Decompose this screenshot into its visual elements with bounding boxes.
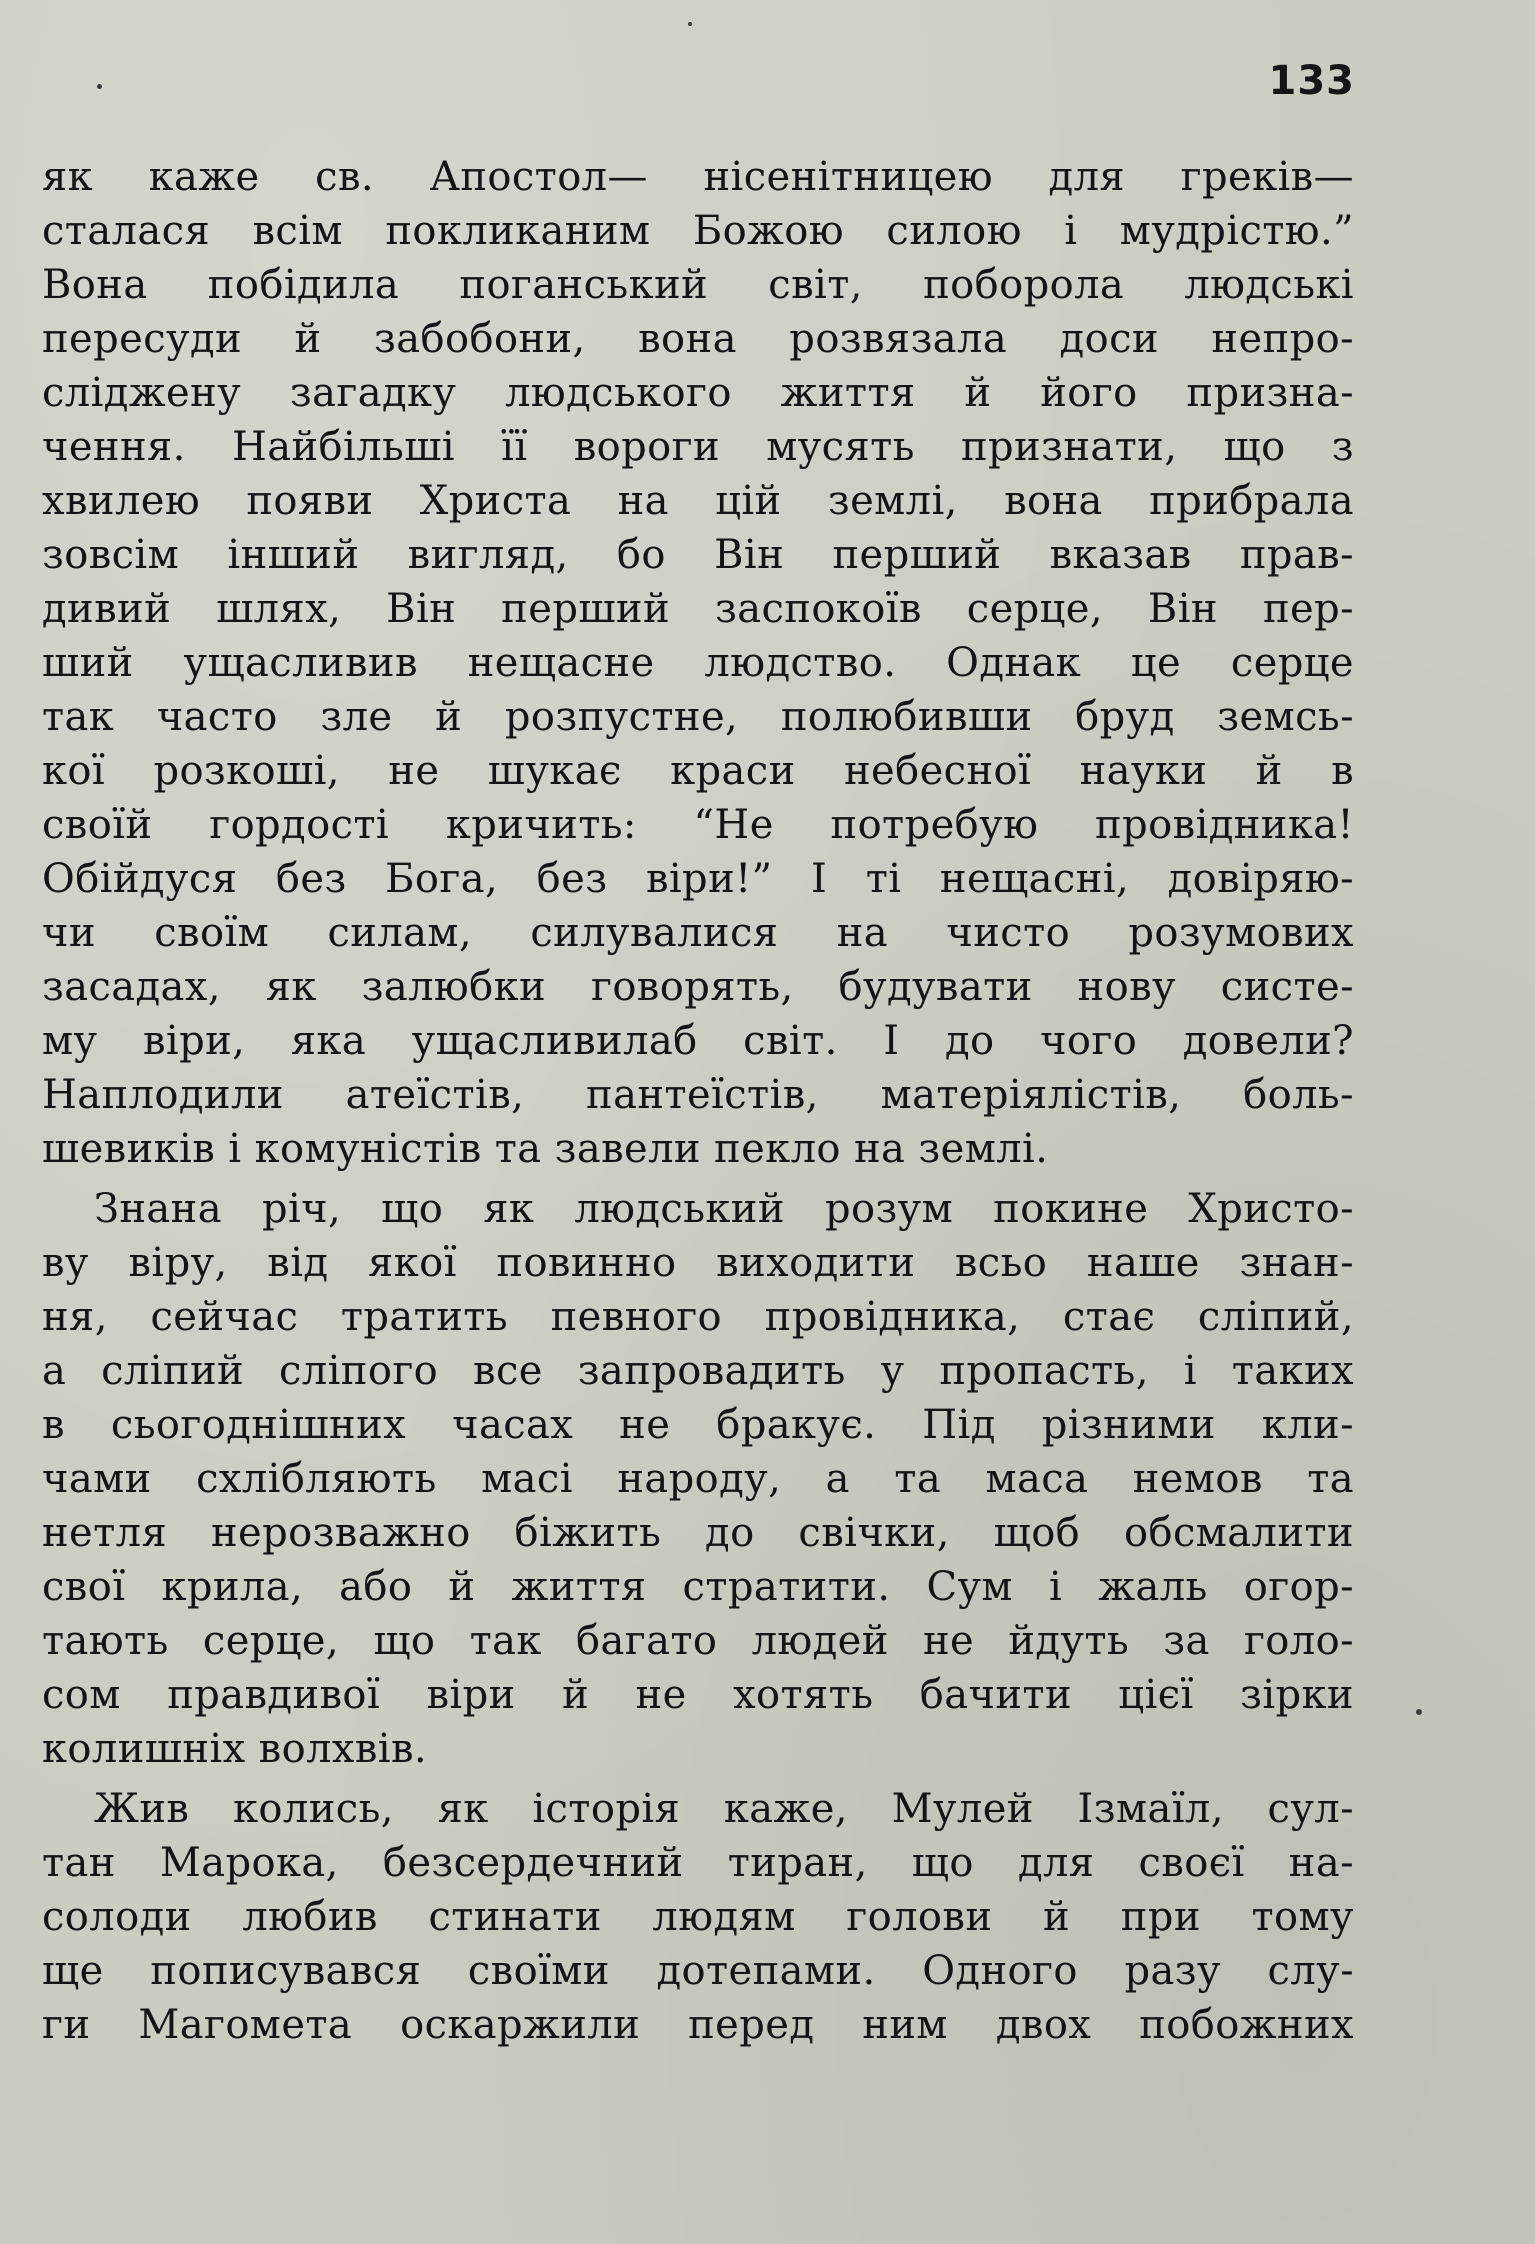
paragraph-1 [42, 150, 1354, 1176]
text-line: як каже св. Апостол— нісенітницею для греків— [42, 154, 1354, 200]
text-line: свої крила, або й життя стратити. Сум і жаль огор- [42, 1564, 1354, 1610]
text-line: чення. Найбільші її вороги мусять признати, що з [42, 424, 1354, 470]
text-line: хвилею появи Христа на цій землі, вона прибрала [42, 478, 1354, 524]
text-line: засадах, як залюбки говорять, будувати нову систе- [42, 964, 1354, 1010]
text-line: ня, сейчас тратить певного провідника, стає сліпий, [42, 1294, 1354, 1340]
text-line: тають серце, що так багато людей не йдуть за голо- [42, 1618, 1354, 1664]
text-line: своїй гордості кричить: “Не потребую провідника! [42, 802, 1354, 848]
text-body [42, 150, 1354, 2052]
text-line: му віри, яка ущасливилаб світ. І до чого довели? [42, 1018, 1354, 1064]
text-line: ву віру, від якої повинно виходити всьо наше знан- [42, 1240, 1354, 1286]
text-line: ги Магомета оскаржили перед ним двох побожних [42, 2002, 1354, 2048]
text-line: зовсім інший вигляд, бо Він перший вказав прав- [42, 532, 1354, 578]
text-line: сом правдивої віри й не хотять бачити цієї зірки [42, 1672, 1354, 1718]
text-line: тан Марока, безсердечний тиран, що для своєї на- [42, 1840, 1354, 1886]
text-line: Наплодили атеїстів, пантеїстів, матеріялістів, боль- [42, 1072, 1354, 1118]
text-line: ще пописувався своїми дотепами. Одного разу слу- [42, 1948, 1354, 1994]
text-line: ший ущасливив нещасне людство. Однак це серце [42, 640, 1354, 686]
print-speck [97, 84, 102, 89]
paragraph-2 [42, 1182, 1354, 1776]
text-line: кої розкоші, не шукає краси небесної науки й в [42, 748, 1354, 794]
print-speck [688, 22, 692, 26]
text-line: Знана річ, що як людський розум покине Христо- [94, 1186, 1354, 1232]
text-line: сліджену загадку людського життя й його призна- [42, 370, 1354, 416]
text-line: дивий шлях, Він перший заспокоїв серце, Він пер- [42, 586, 1354, 632]
print-speck [1416, 1709, 1422, 1715]
text-line: в сьогоднішних часах не бракує. Під різними кли- [42, 1402, 1354, 1448]
text-line: Вона побідила поганський світ, поборола людські [42, 262, 1354, 308]
paragraph-3 [42, 1782, 1354, 2052]
text-line: шевиків і комуністів та завели пекло на землі. [42, 1126, 1049, 1172]
page-number: 133 [1268, 58, 1355, 104]
text-line: Жив колись, як історія каже, Мулей Ізмаїл, сул- [94, 1786, 1354, 1832]
text-line: солоди любив стинати людям голови й при тому [42, 1894, 1354, 1940]
text-line: чи своїм силам, силувалися на чисто розумових [42, 910, 1354, 956]
text-line: сталася всім покликаним Божою силою і мудрістю.” [42, 208, 1354, 254]
text-line: а сліпий сліпого все запровадить у пропасть, і таких [42, 1348, 1354, 1394]
text-line: нетля нерозважно біжить до свічки, щоб обсмалити [42, 1510, 1354, 1556]
text-line: Обійдуся без Бога, без віри!” І ті нещасні, довіряю- [42, 856, 1354, 902]
text-line: так часто зле й розпустне, полюбивши бруд земсь- [42, 694, 1354, 740]
text-line: чами схлібляють масі народу, а та маса немов та [42, 1456, 1354, 1502]
text-line: колишніх волхвів. [42, 1726, 427, 1772]
text-line: пересуди й забобони, вона розвязала доси непро- [42, 316, 1354, 362]
